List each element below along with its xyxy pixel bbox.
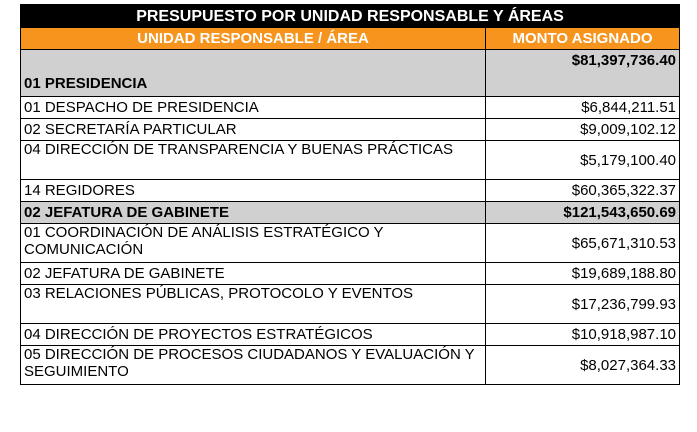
table-row bbox=[21, 119, 680, 141]
area-amount: $17,236,799.93 bbox=[486, 285, 680, 324]
area-name: 02 JEFATURA DE GABINETE bbox=[21, 263, 486, 285]
area-amount: $8,027,364.33 bbox=[486, 346, 680, 385]
table-title-row bbox=[21, 5, 680, 28]
table-row bbox=[21, 180, 680, 202]
table-row bbox=[21, 263, 680, 285]
area-amount: $6,844,211.51 bbox=[486, 97, 680, 119]
area-name: 01 DESPACHO DE PRESIDENCIA bbox=[21, 97, 486, 119]
area-name: 03 RELACIONES PÚBLICAS, PROTOCOLO Y EVENTOS bbox=[21, 285, 486, 324]
column-header-row bbox=[21, 28, 680, 50]
table-row bbox=[21, 97, 680, 119]
group-amount: $121,543,650.69 bbox=[486, 202, 680, 224]
area-name: 01 COORDINACIÓN DE ANÁLISIS ESTRATÉGICO Y COMUNICACIÓN bbox=[21, 224, 486, 263]
area-name: 04 DIRECCIÓN DE TRANSPARENCIA Y BUENAS PRÁCTICAS bbox=[21, 141, 486, 180]
area-name: 02 SECRETARÍA PARTICULAR bbox=[21, 119, 486, 141]
group-row bbox=[21, 50, 680, 97]
area-amount: $65,671,310.53 bbox=[486, 224, 680, 263]
area-amount: $10,918,987.10 bbox=[486, 324, 680, 346]
area-name: 05 DIRECCIÓN DE PROCESOS CIUDADANOS Y EVALUACIÓN Y SEGUIMIENTO bbox=[21, 346, 486, 385]
group-row bbox=[21, 202, 680, 224]
area-name: 04 DIRECCIÓN DE PROYECTOS ESTRATÉGICOS bbox=[21, 324, 486, 346]
table-row bbox=[21, 285, 680, 324]
area-amount: $19,689,188.80 bbox=[486, 263, 680, 285]
group-amount: $81,397,736.40 bbox=[486, 50, 680, 97]
table-title: PRESUPUESTO POR UNIDAD RESPONSABLE Y ÁREAS bbox=[21, 5, 680, 28]
group-name: 01 PRESIDENCIA bbox=[21, 50, 486, 97]
column-header-amount: MONTO ASIGNADO bbox=[486, 28, 680, 50]
group-name: 02 JEFATURA DE GABINETE bbox=[21, 202, 486, 224]
table-row bbox=[21, 346, 680, 385]
column-header-unit: UNIDAD RESPONSABLE / ÁREA bbox=[21, 28, 486, 50]
table-row bbox=[21, 324, 680, 346]
area-amount: $9,009,102.12 bbox=[486, 119, 680, 141]
table-row bbox=[21, 224, 680, 263]
area-amount: $5,179,100.40 bbox=[486, 141, 680, 180]
table-row bbox=[21, 141, 680, 180]
area-name: 14 REGIDORES bbox=[21, 180, 486, 202]
area-amount: $60,365,322.37 bbox=[486, 180, 680, 202]
budget-table bbox=[20, 4, 680, 385]
